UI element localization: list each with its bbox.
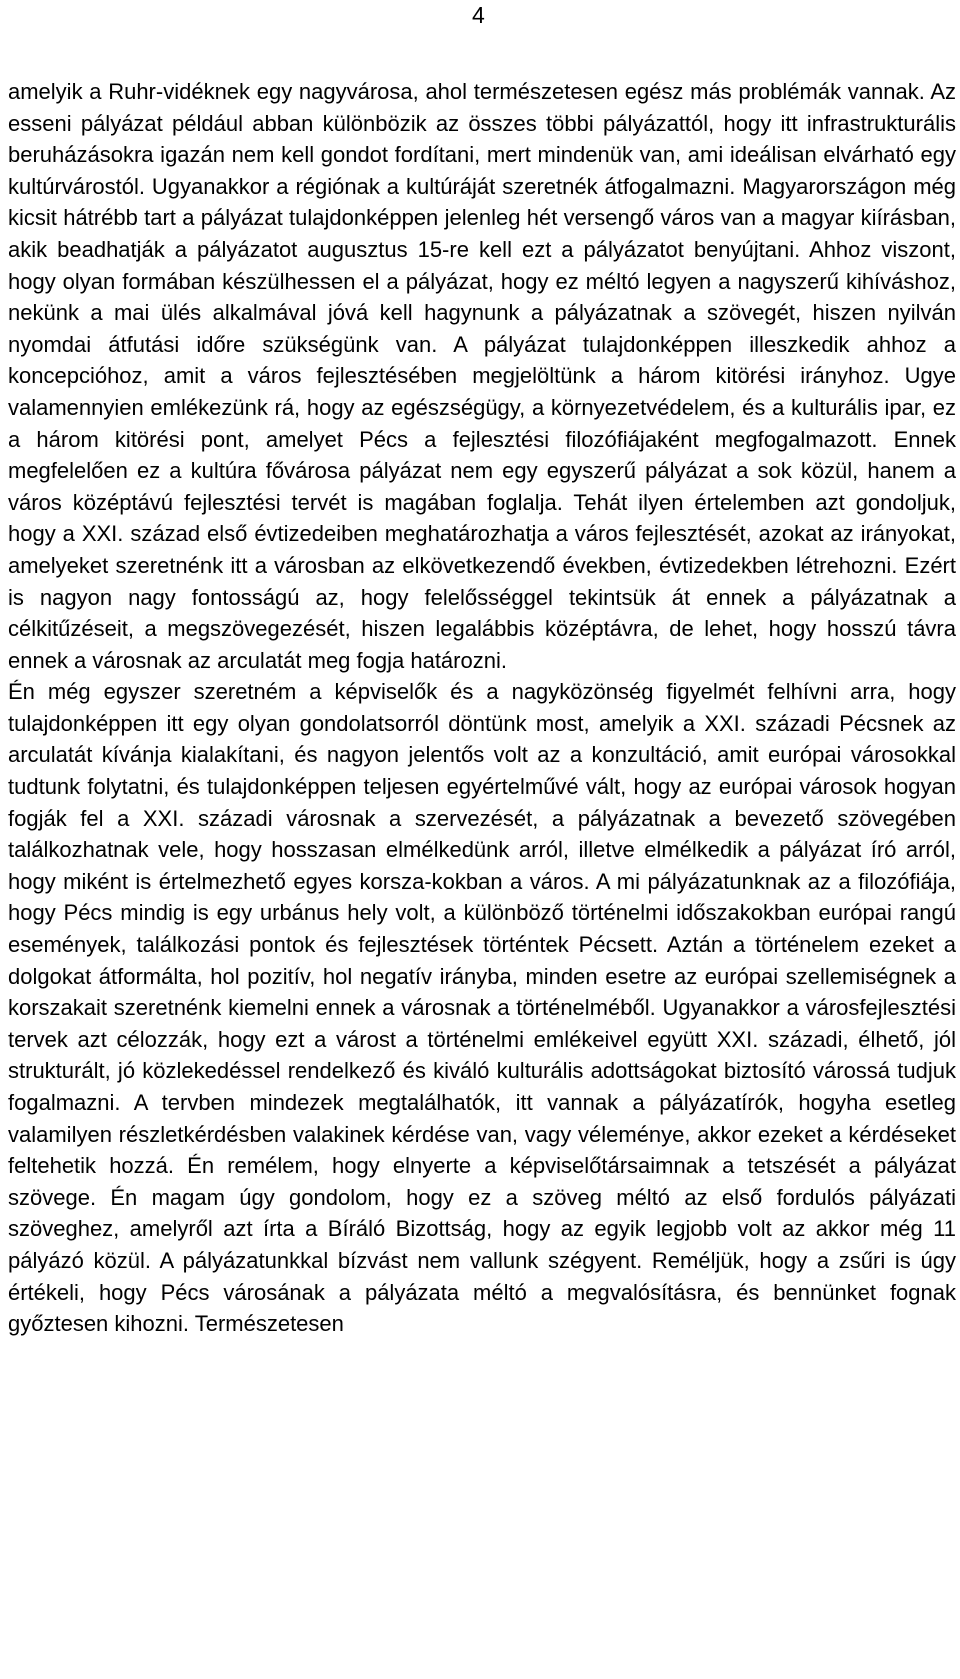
paragraph-2: Én még egyszer szeretném a képviselők és a nagyközönség figyelmét felhívni arra, hogy tulajdonképpen itt egy olyan gondolatsorról döntünk most, amelyik a XXI. századi Pécsnek az arculatát kívánja kialakítani, és nagyon jelentős volt az a konzultáció, amit európai városokkal tudtunk folytatni, és tulajdonképpen teljesen egyértelművé vált, hogy az európai városok hogyan fogják fel a XXI. századi városnak a szervezését, a pályázatnak a bevezető szövegében találkozhatnak vele, hogy hosszasan elmélkedünk arról, illetve elmélkedik a pályázat író arról, hogy miként is értelmezhető egyes korsza-kokban a város. A mi pályázatunknak az a filozófiája, hogy Pécs mindig is egy urbánus hely volt, a különböző történelmi időszakokban európai rangú események, találkozási pontok és fejlesztések történtek Pécsett. Aztán a történelem ezeket a dolgokat átformálta, hol pozitív, hol negatív irányba, minden esetre az európai szellemiségnek a korszakait szeretnénk kiemelni ennek a városnak a történelméből. Ugyanakkor a városfejlesztési tervek azt célozzák, hogy ezt a várost a történelmi emlékeivel együtt XXI. századi, élhető, jól strukturált, jó közlekedéssel rendelkező és kiváló kulturális adottságokat biztosító várossá tudjuk fogalmazni. A tervben mindezek megtalálhatók, itt vannak a pályázatírók, hogyha esetleg valamilyen részletkérdésben valakinek kérdése van, vagy véleménye, akkor ezeket a kérdéseket feltehetik hozzá. Én remélem, hogy elnyerte a képviselőtársaimnak a tetszését a pályázat szövege. Én magam úgy gondolom, hogy ez a szöveg méltó az első fordulós pályázati szöveghez, amelyről azt írta a Bíráló Bizottság, hogy az egyik legjobb volt az akkor még 11 pályázó közül. A pályázatunkkal bízvást nem vallunk szégyent. Reméljük, hogy a zsűri is úgy értékeli, hogy Pécs városának a pályázata méltó a megvalósításra, és bennünket fognak győztesen kihozni. Természetesen [8, 679, 956, 1337]
page-number: 4 [472, 2, 485, 28]
paragraph-1: amelyik a Ruhr-vidéknek egy nagyvárosa, ahol természetesen egész más problémák vannak. Az esseni pályázat például abban különbözik az összes többi pályázattól, hogy itt infrastrukturális beruházásokra igazán nem kell gondot fordítani, mert mindenük van, ami ideálisan elvárható egy kultúrvárostól. Ugyanakkor a régiónak a kultúráját szeretnék átfogalmazni. Magyarországon még kicsit hátrébb tart a pályázat tulajdonképpen jelenleg hét versengő város van a magyar kiírásban, akik beadhatják a pályázatot augusztus 15-re kell ezt a pályázatot benyújtani. Ahhoz viszont, hogy olyan formában készülhessen el a pályázat, hogy ez méltó legyen a nagyszerű kihíváshoz, nekünk a mai ülés alkalmával jóvá kell hagynunk a pályázatnak a szövegét, hiszen nyilván nyomdai átfutási időre szükségünk van. A pályázat tulajdonképpen illeszkedik ahhoz a koncepcióhoz, amit a város fejlesztésében megjelöltünk a három kitörési irányhoz. Ugye valamennyien emlékezünk rá, hogy az egészségügy, a környezetvédelem, és a kulturális ipar, ez a három kitörési pont, amelyet Pécs a fejlesztési filozófiájaként megfogalmazott. Ennek megfelelően ez a kultúra fővárosa pályázat nem egy egyszerű pályázat a sok közül, hanem a város középtávú fejlesztési tervét is magában foglalja. Tehát ilyen értelemben azt gondoljuk, hogy a XXI. század első évtizedeiben meghatározhatja a város fejlesztését, azokat az irányokat, amelyeket szeretnénk itt a városban az elkövetkezendő években, évtizedekben létrehozni. Ezért is nagyon nagy fontosságú az, hogy felelősséggel tekintsük át ennek a pályázatnak a célkitűzéseit, a megszövegezését, hiszen legalábbis középtávra, de lehet, hogy hosszú távra ennek a városnak az arculatát meg fogja határozni. [8, 79, 956, 673]
document-body [8, 76, 956, 1340]
